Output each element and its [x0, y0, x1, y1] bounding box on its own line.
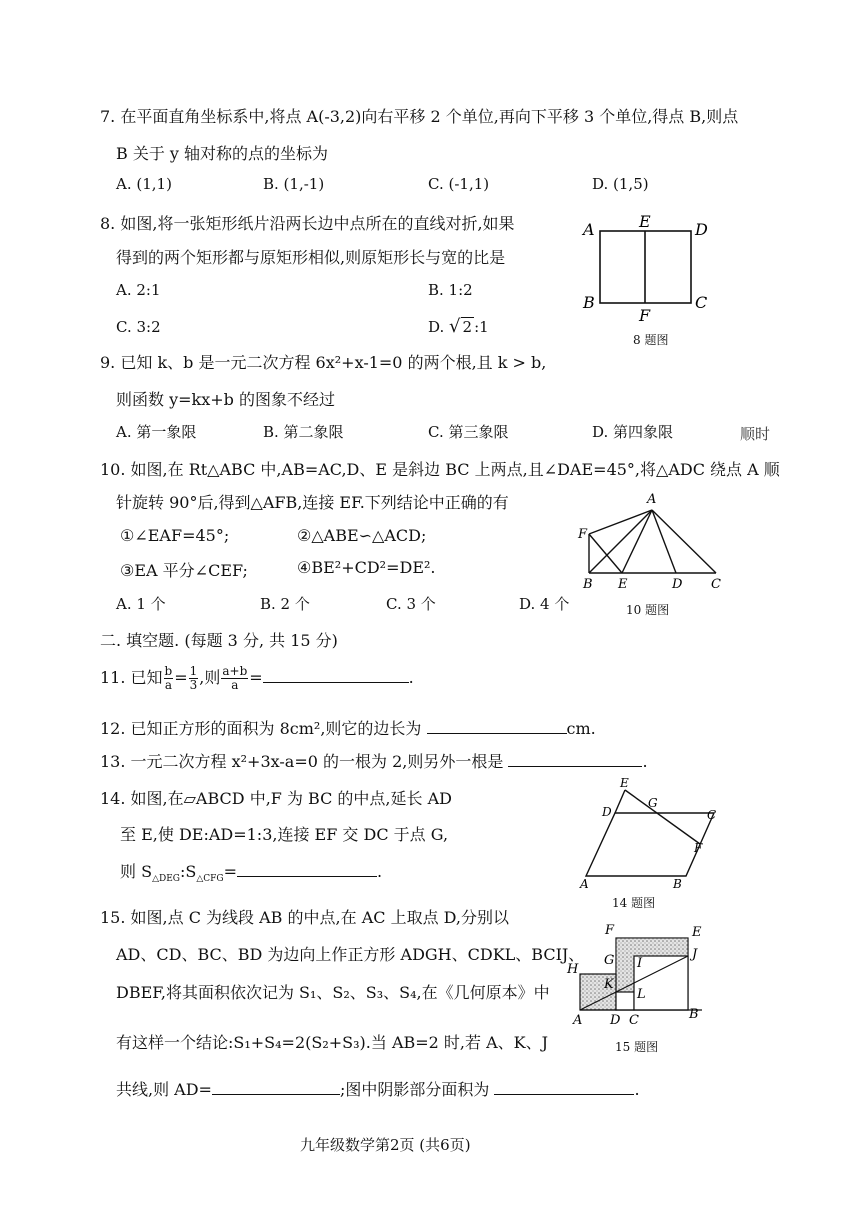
q8-label-c: C: [695, 293, 708, 312]
q8-label-d: D: [695, 220, 708, 239]
q8-option-a: A. 2:1: [116, 281, 161, 299]
q11-end: .: [408, 668, 414, 687]
q10-label-f: F: [578, 527, 588, 542]
q15-label-b: B: [689, 1007, 699, 1022]
q7-option-d: D. (1,5): [592, 175, 649, 193]
q14-caption: 14 题图: [612, 896, 656, 910]
q9-option-d: D. 第四象限: [592, 423, 674, 441]
q14-label-b: B: [673, 877, 682, 891]
q8-label-f: F: [639, 306, 651, 325]
q11-prefix: 11. 已知: [100, 668, 163, 687]
q14-line1: 14. 如图,在▱ABCD 中,F 为 BC 的中点,延长 AD: [100, 789, 452, 808]
q14-label-c: C: [707, 808, 717, 822]
q10-figure: [575, 488, 730, 593]
q9-line1: 9. 已知 k、b 是一元二次方程 6x²+x-1=0 的两个根,且 k > b,: [100, 353, 547, 372]
q14-label-g: G: [648, 796, 658, 810]
q8-option-d-tail: :1: [474, 318, 489, 336]
q8-label-a: A: [583, 220, 595, 239]
q14-sub1: △DEG: [152, 874, 180, 885]
page-footer: 九年级数学第2页 (共6页): [300, 1136, 471, 1154]
q10-label-d: D: [672, 577, 683, 592]
q10-option-a: A. 1 个: [116, 595, 166, 613]
q8-figure: [575, 210, 725, 350]
q15-label-k: K: [604, 977, 614, 992]
q14-line3-prefix: 则 S: [120, 862, 153, 881]
q10-item-1: ①∠EAF=45°;: [120, 526, 230, 545]
q10-label-a: A: [647, 492, 657, 507]
q11-frac3-num: a+b: [222, 664, 248, 678]
q10-option-d: D. 4 个: [519, 595, 570, 613]
q14-sub2: △CFG: [196, 874, 224, 885]
q15-line5: [116, 1077, 640, 1100]
q14-label-a: A: [580, 877, 589, 891]
q9-line2: 则函数 y=kx+b 的图象不经过: [116, 390, 335, 409]
q8-label-e: E: [639, 212, 651, 231]
q9-option-b: B. 第二象限: [263, 423, 344, 441]
q11-answer-blank[interactable]: [263, 666, 409, 683]
q10-line1: 10. 如图,在 Rt△ABC 中,AB=AC,D、E 是斜边 BC 上两点,且∠DAE=45°,将△ADC 绕点 A 顺: [100, 460, 780, 479]
q7-line2: B 关于 y 轴对称的点的坐标为: [116, 144, 329, 163]
q15-label-j: J: [692, 947, 698, 962]
q10-caption: 10 题图: [626, 603, 670, 617]
q7-option-b: B. (1,-1): [263, 175, 325, 193]
q11-frac2-num: 1: [189, 664, 198, 678]
q10-option-b: B. 2 个: [260, 595, 310, 613]
q11-mid: ,则: [199, 668, 221, 687]
q15-line2: AD、CD、BC、BD 为边向上作正方形 ADGH、CDKL、BCIJ、: [116, 945, 585, 964]
q8-caption: 8 题图: [633, 333, 669, 347]
q15-caption: 15 题图: [615, 1040, 659, 1054]
q15-answer-blank-2[interactable]: [494, 1078, 634, 1095]
q15-line5-suffix: .: [634, 1080, 640, 1099]
q7-option-c: C. (-1,1): [428, 175, 490, 193]
q13-suffix: .: [642, 752, 648, 771]
q15-label-i: I: [637, 956, 643, 971]
q14-line3: [120, 859, 382, 884]
q10-option-c: C. 3 个: [386, 595, 436, 613]
q10-label-b: B: [583, 577, 593, 592]
q12-suffix: cm.: [566, 719, 596, 738]
q10-label-c: C: [711, 577, 721, 592]
q14-figure: [572, 772, 727, 894]
q11-frac1-den: a: [164, 678, 172, 692]
q7-line1: 7. 在平面直角坐标系中,将点 A(-3,2)向右平移 2 个单位,再向下平移 3 个单位,得点 B,则点: [100, 107, 739, 126]
q13-answer-blank[interactable]: [508, 750, 642, 767]
q14-suffix: .: [376, 862, 383, 881]
q15-line5-mid: ;图中阴影部分面积为: [339, 1080, 490, 1099]
q15-label-f: F: [605, 923, 615, 938]
q8-option-c: C. 3:2: [116, 318, 161, 336]
q9-option-c: C. 第三象限: [428, 423, 509, 441]
section2-title: 二. 填空题. (每题 3 分, 共 15 分): [100, 631, 338, 650]
q11-line: [100, 665, 414, 692]
q15-label-a: A: [573, 1013, 583, 1028]
q8-option-d: D. √ 2 :1: [428, 316, 489, 337]
q15-figure: [562, 920, 722, 1032]
q14-mid: :S: [179, 862, 197, 881]
q14-eq: =: [223, 862, 237, 881]
q10-item-3: ③EA 平分∠CEF;: [120, 561, 248, 580]
q11-eq2: =: [249, 668, 263, 687]
q14-line2: 至 E,使 DE:AD=1:3,连接 EF 交 DC 于点 G,: [120, 825, 449, 844]
q11-frac-b-over-a: [164, 665, 174, 692]
q8-option-d-label: D.: [428, 318, 445, 336]
q14-answer-blank[interactable]: [237, 860, 377, 877]
q15-label-g: G: [604, 953, 615, 968]
q11-frac2-den: 3: [189, 678, 198, 692]
q15-label-d: D: [610, 1013, 621, 1028]
q14-label-d: D: [602, 805, 612, 819]
q10-label-e: E: [618, 577, 628, 592]
q15-label-l: L: [637, 987, 646, 1002]
q8-line2: 得到的两个矩形都与原矩形相似,则原矩形长与宽的比是: [116, 248, 506, 267]
q11-frac3-den: a: [231, 678, 239, 692]
q10-item-2: ②△ABE∽△ACD;: [297, 526, 427, 545]
q11-frac-1-over-3: [189, 665, 199, 692]
q15-line1: 15. 如图,点 C 为线段 AB 的中点,在 AC 上取点 D,分别以: [100, 908, 510, 927]
q13-line: [100, 749, 648, 772]
q15-label-c: C: [629, 1013, 639, 1028]
q10-line2: 针旋转 90°后,得到△AFB,连接 EF.下列结论中正确的有: [116, 493, 509, 512]
q11-frac-aplusb-over-a: [221, 665, 248, 692]
q8-option-d-root: 2: [462, 318, 473, 336]
q15-answer-blank-1[interactable]: [212, 1078, 340, 1095]
q15-label-h: H: [567, 962, 579, 977]
q12-line: [100, 716, 596, 739]
q14-label-e: E: [620, 776, 629, 790]
q8-option-b: B. 1:2: [428, 281, 473, 299]
q11-frac1-num: b: [164, 664, 173, 678]
q15-line5-prefix: 共线,则 AD=: [116, 1080, 212, 1099]
q9-option-a: A. 第一象限: [116, 423, 197, 441]
q12-prefix: 12. 已知正方形的面积为 8cm²,则它的边长为: [100, 719, 422, 738]
q9-edge-text: 顺时: [740, 425, 771, 443]
q8-line1: 8. 如图,将一张矩形纸片沿两长边中点所在的直线对折,如果: [100, 214, 515, 233]
q11-eq1: =: [174, 668, 188, 687]
q15-line4: 有这样一个结论:S₁+S₄=2(S₂+S₃).当 AB=2 时,若 A、K、J: [116, 1033, 549, 1052]
q15-label-e: E: [692, 925, 702, 940]
q15-line3: DBEF,将其面积依次记为 S₁、S₂、S₃、S₄,在《几何原本》中: [116, 983, 550, 1002]
q14-label-f: F: [694, 841, 703, 855]
q13-prefix: 13. 一元二次方程 x²+3x-a=0 的一根为 2,则另外一根是: [100, 752, 504, 771]
q12-answer-blank[interactable]: [427, 717, 567, 734]
q8-label-b: B: [583, 293, 595, 312]
q7-option-a: A. (1,1): [116, 175, 172, 193]
q10-item-4: ④BE²+CD²=DE².: [297, 558, 436, 577]
